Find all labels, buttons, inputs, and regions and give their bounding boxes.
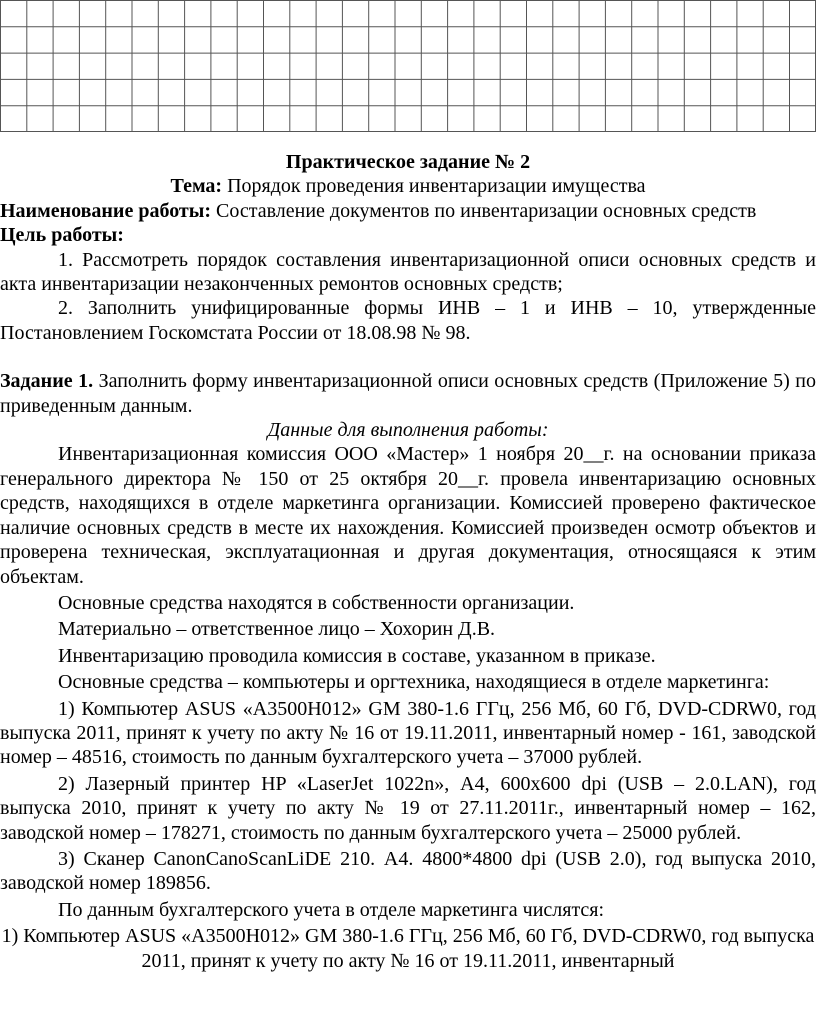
paragraph: 1) Компьютер ASUS «A3500H012» GM 380-1.6 ГГц, 256 Мб, 60 Гб, DVD-CDRW0, год выпуска 2011, принят к учету по акту № 16 от 19.11.2011, инвентарный номер - 161, заводской номер – 48516, стоимость по данным бухгалтерского учета – 37000 рублей. — [0, 697, 816, 769]
goal-item: 2. Заполнить унифицированные формы ИНВ – 1 и ИНВ – 10, утвержденные Постановлением Госкомстата России от 18.08.98 № 98. — [0, 297, 816, 344]
task-line — [0, 369, 816, 418]
paragraph: Основные средства – компьютеры и оргтехника, находящиеся в отделе маркетинга: — [58, 671, 770, 694]
paragraph: Инвентаризацию проводила комиссия в составе, указанном в приказе. — [58, 644, 656, 667]
paragraph: По данным бухгалтерского учета в отделе маркетинга числятся: — [58, 898, 605, 921]
topic-line — [0, 174, 816, 198]
work-name-line — [0, 199, 816, 223]
document-body — [0, 150, 816, 973]
answer-grid — [0, 0, 816, 132]
work-name-label: Наименование работы: — [0, 199, 212, 222]
footer-paragraph: 1) Компьютер ASUS «A3500H012» GM 380-1.6 ГГц, 256 Мб, 60 Гб, DVD-CDRW0, год выпуска 2011, принят к учету по акту № 16 от 19.11.2011, инвентарный — [1, 925, 815, 972]
task-label: Задание 1. — [0, 370, 94, 393]
paragraph: 2) Лазерный принтер HP «LaserJet 1022n», А4, 600х600 dpi (USB – 2.0.LAN), год выпуска 2010, принят к учету по акту № 19 от 27.11.2011г., инвентарный номер – 162, заводской номер – 178271, стоимость по данным бухгалтерского учета – 25000 рублей. — [0, 772, 816, 844]
topic-text: Порядок проведения инвентаризации имущества — [222, 175, 646, 198]
task-text: Заполнить форму инвентаризационной описи основных средств (Приложение 5) по приведенным данным. — [0, 370, 816, 417]
data-heading: Данные для выполнения работы: — [267, 419, 549, 442]
paragraph: Инвентаризационная комиссия ООО «Мастер» 1 ноября 20__г. на основании приказа генерального директора № 150 от 25 октября 20__г. провела инвентаризацию основных средств, находящихся в отделе маркетинга организации. Комиссией проверено фактическое наличие основных средств в месте их нахождения. Комиссией произведен осмотр объектов и проверена техническая, эксплуатационная и другая документация, относящаяся к этим объектам. — [0, 443, 816, 588]
topic-label: Тема: — [170, 175, 223, 198]
work-name-text: Составление документов по инвентаризации основных средств — [211, 199, 757, 222]
goal-label: Цель работы: — [0, 224, 124, 247]
paragraph: Основные средства находятся в собственности организации. — [58, 591, 575, 614]
goal-item: 1. Рассмотреть порядок составления инвентаризационной описи основных средств и акта инвентаризации незаконченных ремонтов основных средств; — [0, 248, 816, 296]
page-title: Практическое задание № 2 — [285, 151, 531, 173]
paragraph: 3) Сканер CanonCanoScanLiDE 210. А4. 4800*4800 dpi (USB 2.0), год выпуска 2010, заводской номер 189856. — [0, 847, 816, 895]
paragraph: Материально – ответственное лицо – Хохорин Д.В. — [58, 618, 496, 641]
